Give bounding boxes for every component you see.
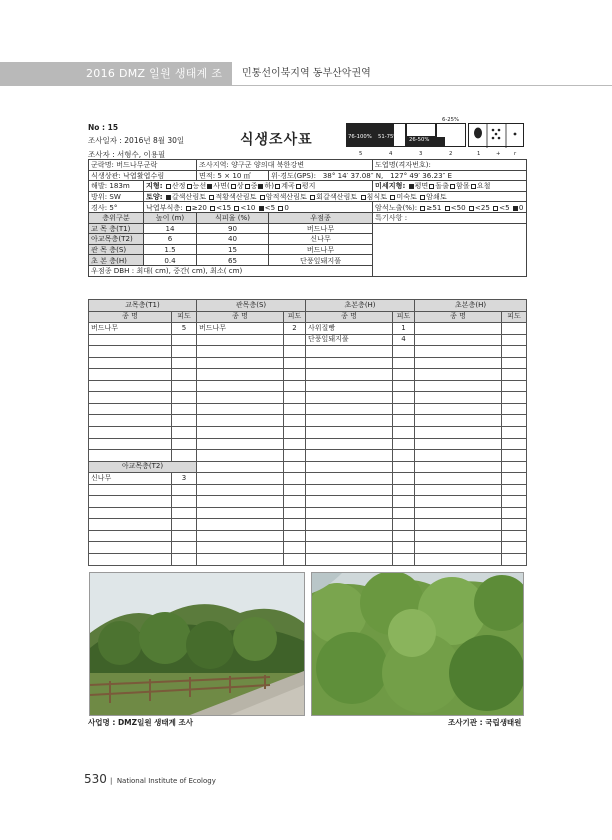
litter-option: <15	[216, 202, 232, 212]
publisher: | National Institute of Ecology	[110, 777, 216, 785]
layer-name: 초 본 층(H)	[89, 255, 144, 266]
form-title: 식생조사표	[240, 132, 313, 148]
species-cover: 2	[284, 323, 306, 335]
soil-option: 암쇄토	[426, 192, 447, 202]
litter-option: 0	[284, 202, 289, 212]
col-species: 종 명	[415, 311, 502, 323]
layer-dominant: 버드나무	[269, 244, 373, 255]
col-cover: 피도	[284, 311, 306, 323]
page-number: 530	[84, 772, 107, 786]
layer-name: 아교목층(T2)	[89, 234, 144, 245]
litter-option: <10	[240, 202, 256, 212]
layer-header: 층위구분	[89, 212, 144, 223]
legend-box-3	[406, 123, 436, 147]
soil-option: 갈색산림토	[171, 192, 207, 202]
micro-option: 요철	[476, 181, 491, 191]
col-species: 종 명	[197, 311, 284, 323]
layer-dominant: 단풍잎돼지풀	[269, 255, 373, 266]
litter-label: 낙엽부식층:	[146, 202, 183, 212]
layer-cover: 15	[197, 244, 269, 255]
micro-label: 미세지형:	[375, 181, 406, 191]
publisher-name: National Institute of Ecology	[116, 777, 216, 785]
species-name: 버드나무	[197, 323, 284, 335]
soil-type	[144, 191, 527, 202]
layer-name: 교 목 층(T1)	[89, 223, 144, 234]
topo-option: 산정	[171, 181, 186, 191]
dominant-header: 우점종	[269, 212, 373, 223]
layer-height: 14	[144, 223, 197, 234]
tree-layer-title: 교목층(T1)	[89, 300, 197, 312]
legend-label-4: 6-25%	[442, 117, 460, 123]
species-table	[88, 299, 527, 566]
rock-option: ≥51	[426, 202, 442, 212]
site-info-table	[88, 159, 527, 277]
species-cover: 4	[393, 334, 415, 346]
legend-num: 3	[419, 151, 423, 157]
physiognomy: 식생상관: 낙엽활엽수림	[89, 170, 197, 181]
layer-cover: 40	[197, 234, 269, 245]
topo-option: 사면(	[213, 181, 230, 191]
herb-layer-title: 초본층(H)	[306, 300, 415, 312]
survey-region: 조사지역: 양구군 양의대 북한강변	[197, 160, 373, 171]
col-cover: 피도	[502, 311, 527, 323]
header-tag: 2016 DMZ 일원 생태계 조사	[0, 62, 232, 86]
col-cover: 피도	[393, 311, 415, 323]
altitude: 해발: 183m	[89, 181, 144, 192]
legend-label-3: 26-50%	[409, 137, 430, 143]
legend-box-2	[436, 123, 466, 147]
species-name: 신나무	[89, 473, 172, 485]
layer-dominant: 버드나무	[269, 223, 373, 234]
header-subtitle: 민통선이북지역 동부산악권역	[242, 68, 371, 79]
map-number: 도엽명(격자번호):	[373, 160, 527, 171]
topo-option: 중	[250, 181, 258, 191]
legend-box-1	[468, 123, 524, 147]
litter-option: <5	[264, 202, 276, 212]
survey-agency: 조사기관 : 국립생태원	[448, 718, 522, 727]
soil-option: 침식토	[366, 192, 388, 202]
topography-label: 지형:	[146, 181, 163, 191]
surveyor: 조사자 : 서형수, 이용필	[88, 150, 166, 159]
gps-label: 위·경도(GPS):	[271, 170, 317, 180]
soil-label: 토양:	[146, 192, 163, 202]
layer-name: 관 목 층(S)	[89, 244, 144, 255]
topo-option: 하)	[264, 181, 275, 191]
soil-option: 미숙토	[396, 192, 417, 202]
legend-num: r	[514, 151, 517, 157]
micro-option: 함몰	[456, 181, 470, 191]
scatter-symbols-icon	[469, 124, 525, 148]
height-header: 높이 (m)	[144, 212, 197, 223]
species-cover: 5	[172, 323, 197, 335]
cover-legend	[346, 117, 526, 159]
topo-option: 계곡	[281, 181, 295, 191]
community-name: 군락명: 버드나무군락	[89, 160, 197, 171]
micro-option: 돌출	[435, 181, 449, 191]
rock-label: 암석노출(%):	[375, 202, 418, 212]
soil-option: 적황색산림토	[215, 192, 257, 202]
layer-height: 1.5	[144, 244, 197, 255]
topo-option: 상	[236, 181, 244, 191]
rock-exposure	[373, 202, 527, 213]
col-cover: 피도	[172, 311, 197, 323]
slope: 경사: 5°	[89, 202, 144, 213]
species-name: 버드나무	[89, 323, 172, 335]
herb-layer-title-2: 초본층(H)	[415, 300, 527, 312]
soil-option: 암적색산림토	[265, 192, 307, 202]
plot-area: 면적: 5 × 10 ㎡	[197, 170, 269, 181]
latitude: 38° 14′ 37.08″ N,	[322, 170, 384, 180]
legend-label-2: 51-75%	[378, 134, 399, 140]
rock-option: <25	[474, 202, 490, 212]
remarks-area	[373, 223, 527, 276]
micro-topography	[373, 181, 527, 192]
legend-num: 4	[389, 151, 393, 157]
legend-label-1: 76-100%	[348, 134, 372, 140]
site-photo-canopy	[311, 572, 524, 716]
header-rule	[232, 85, 612, 86]
legend-num: 5	[359, 151, 363, 157]
layer-dominant: 신나무	[269, 234, 373, 245]
col-species: 종 명	[306, 311, 393, 323]
micro-option: 평면	[414, 181, 429, 191]
aspect: 방위: SW	[89, 191, 144, 202]
layer-cover: 65	[197, 255, 269, 266]
species-name: 단풍잎돼지풀	[306, 334, 393, 346]
dominant-dbh: 우점종 DBH : 최대( cm), 중간( cm), 최소( cm)	[89, 265, 373, 276]
topography	[144, 181, 373, 192]
record-number: No : 15	[88, 123, 119, 132]
cover-header: 식피율 (%)	[197, 212, 269, 223]
rock-option: <50	[450, 202, 466, 212]
longitude: 127° 49′ 36.23″ E	[390, 170, 452, 180]
gps-coordinates	[269, 170, 527, 181]
remarks-label: 특기사항 :	[373, 212, 527, 223]
legend-num: 2	[449, 151, 453, 157]
subcanopy-layer-title: 아교목층(T2)	[89, 461, 197, 473]
shrub-layer-title: 관목층(S)	[197, 300, 306, 312]
litter-layer	[144, 202, 373, 213]
topo-option: 능선	[192, 181, 207, 191]
site-photo-trail	[89, 572, 305, 716]
layer-height: 0.4	[144, 255, 197, 266]
col-species: 종 명	[89, 311, 172, 323]
litter-option: ≥20	[191, 202, 207, 212]
topo-option: 평지	[301, 181, 316, 191]
species-cover: 1	[393, 323, 415, 335]
rock-option: 0	[518, 202, 524, 212]
survey-date: 조사일자 : 2016년 8월 30일	[88, 136, 185, 145]
soil-option: 회갈색산림토	[316, 192, 358, 202]
rock-option: <5	[499, 202, 510, 212]
species-cover: 3	[172, 473, 197, 485]
species-name: 사위질빵	[306, 323, 393, 335]
project-name: 사업명 : DMZ일원 생태계 조사	[88, 718, 194, 727]
layer-height: 6	[144, 234, 197, 245]
layer-cover: 90	[197, 223, 269, 234]
legend-num: +	[496, 151, 501, 157]
legend-num: 1	[477, 151, 481, 157]
